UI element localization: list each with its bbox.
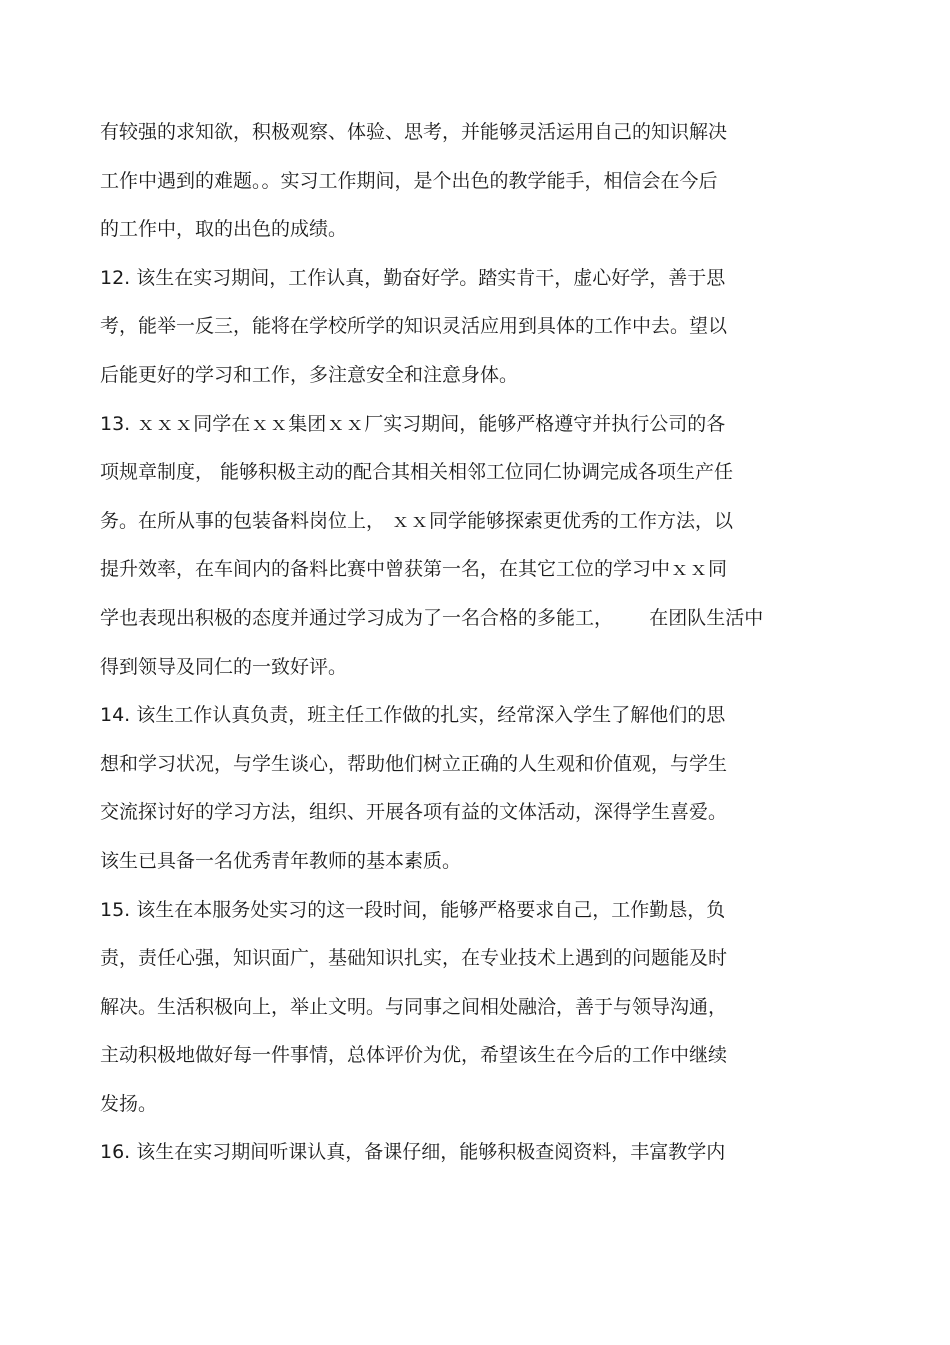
text-line: 工作中遇到的难题。。实习工作期间，是个出色的教学能手，相信会在今后 — [100, 169, 718, 192]
text-line: 后能更好的学习和工作，多注意安全和注意身体。 — [100, 363, 519, 386]
text-line: 该生已具备一名优秀青年教师的基本素质。 — [100, 849, 462, 872]
text-line: 13. ｘｘｘ同学在ｘｘ集团ｘｘ厂实习期间，能够严格遵守并执行公司的各 — [100, 412, 726, 435]
text-line: 务。在所从事的包装备料岗位上， ｘｘ同学能够探索更优秀的工作方法，以 — [100, 509, 734, 532]
text-line: 交流探讨好的学习方法，组织、开展各项有益的文体活动，深得学生喜爱。 — [100, 801, 728, 824]
text-line: 16. 该生在实习期间听课认真，备课仔细，能够积极查阅资料，丰富教学内 — [100, 1141, 726, 1164]
text-line: 12. 该生在实习期间，工作认真，勤奋好学。踏实肯干，虚心好学，善于思 — [100, 266, 726, 289]
text-line: 发扬。 — [100, 1092, 158, 1115]
text-line: 的工作中，取的出色的成绩。 — [100, 218, 348, 241]
document-body — [100, 108, 860, 1177]
text-line: 解决。生活积极向上，举止文明。与同事之间相处融洽，善于与领导沟通， — [100, 995, 728, 1018]
text-line: 责，责任心强，知识面广，基础知识扎实，在专业技术上遇到的问题能及时 — [100, 947, 728, 970]
text-line: 项规章制度， 能够积极主动的配合其相关相邻工位同仁协调完成各项生产任 — [100, 461, 734, 484]
text-line: 有较强的求知欲，积极观察、体验、思考，并能够灵活运用自己的知识解决 — [100, 121, 728, 143]
text-line: 学也表现出积极的态度并通过学习成为了一名合格的多能工， 在团队生活中 — [100, 606, 764, 629]
text-line: 提升效率，在车间内的备料比赛中曾获第一名，在其它工位的学习中ｘｘ同 — [100, 558, 728, 581]
text-line: 14. 该生工作认真负责，班主任工作做的扎实，经常深入学生了解他们的思 — [100, 704, 726, 727]
text-line: 主动积极地做好每一件事情，总体评价为优，希望该生在今后的工作中继续 — [100, 1044, 728, 1067]
text-line: 15. 该生在本服务处实习的这一段时间，能够严格要求自己，工作勤恳，负 — [100, 898, 726, 921]
text-line: 想和学习状况，与学生谈心，帮助他们树立正确的人生观和价值观，与学生 — [100, 752, 728, 775]
text-line: 考，能举一反三，能将在学校所学的知识灵活应用到具体的工作中去。望以 — [100, 315, 728, 338]
text-line: 得到领导及同仁的一致好评。 — [100, 655, 348, 678]
